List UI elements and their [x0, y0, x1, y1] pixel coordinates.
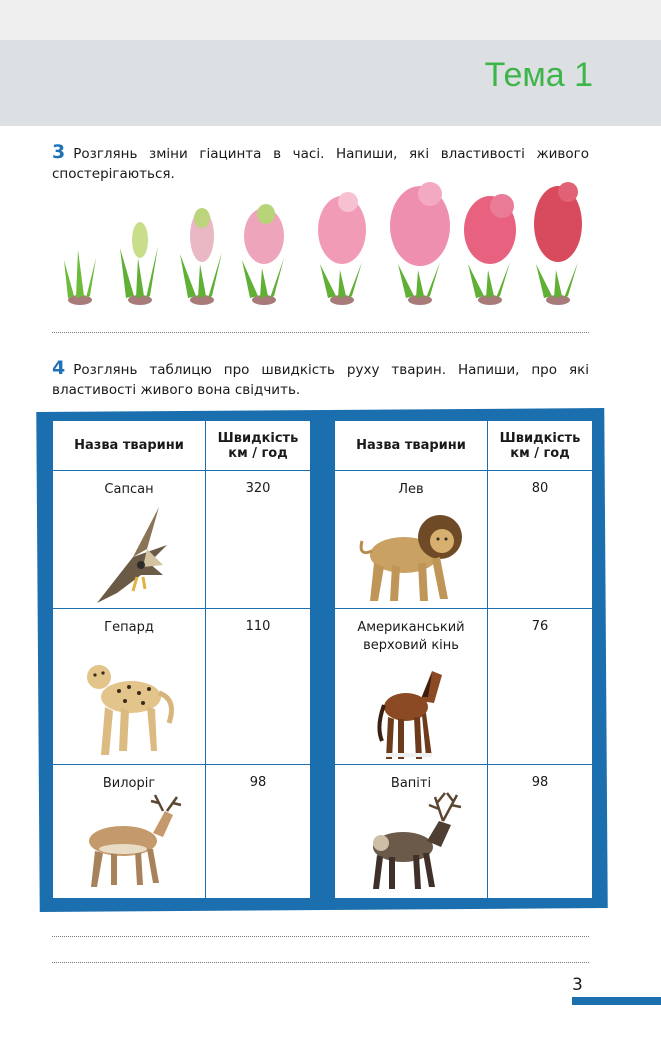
column-header-name: Назва тварини [53, 421, 206, 471]
lion-icon [358, 501, 464, 605]
animal-speed: 76 [531, 619, 549, 634]
animal-speed: 98 [531, 775, 549, 790]
table-row-speed [206, 471, 311, 609]
table-row-name [335, 765, 488, 899]
pronghorn-icon [73, 793, 185, 889]
table-row-name [53, 609, 206, 765]
animal-speed: 80 [531, 481, 549, 496]
animal-speed: 320 [245, 481, 271, 496]
elk-icon [359, 791, 463, 891]
table-row-name [53, 471, 206, 609]
table-row-speed [206, 609, 311, 765]
task-4 [52, 358, 589, 400]
table-row-speed [488, 471, 593, 609]
animal-name: Лев [398, 482, 424, 497]
animal-name: Гепард [104, 620, 154, 635]
hyacinth-stage-1 [64, 250, 96, 305]
page-number: 3 [572, 975, 583, 995]
cheetah-icon [79, 651, 179, 761]
hyacinth-stage-6 [390, 182, 450, 305]
animal-name: Вапіті [390, 776, 432, 791]
animal-speed: 110 [245, 619, 271, 634]
animal-name: Сапсан [104, 482, 154, 497]
hyacinth-stage-4 [242, 204, 284, 305]
animal-speed: 98 [249, 775, 267, 790]
hyacinth-stage-2 [120, 222, 158, 305]
speed-table-right [334, 420, 593, 899]
table-row-speed [488, 609, 593, 765]
task-number: 4 [52, 357, 66, 379]
hyacinth-stage-8 [534, 182, 582, 305]
hyacinth-stage-3 [180, 208, 222, 305]
table-row-speed [206, 765, 311, 899]
table-row-name [335, 609, 488, 765]
task-text: Розглянь таблицю про швидкість руху тварин. Напиши, про які властивості живого вона свідчить. [52, 362, 589, 398]
table-row-name [53, 765, 206, 899]
answer-line [52, 332, 589, 333]
falcon-icon [87, 505, 171, 605]
task-text: Розглянь зміни гіацинта в часі. Напиши, які властивості живого спостерігаються. [52, 146, 589, 182]
speed-table-left [52, 420, 311, 899]
task-number: 3 [52, 141, 66, 163]
hyacinth-growth-sequence [52, 178, 589, 308]
answer-line [52, 936, 589, 937]
page-title: Тема 1 [484, 56, 593, 94]
column-header-speed: Швидкість км / год [206, 421, 311, 471]
table-row-speed [488, 765, 593, 899]
column-header-name: Назва тварини [335, 421, 488, 471]
horse-icon [376, 667, 446, 763]
animal-name: Американський верховий кінь [357, 620, 465, 653]
table-row-name [335, 471, 488, 609]
animal-name: Вилоріг [102, 776, 156, 791]
top-band [0, 0, 661, 40]
answer-line [52, 962, 589, 963]
column-header-speed: Швидкість км / год [488, 421, 593, 471]
page-number-bar [572, 997, 661, 1005]
hyacinth-stage-5 [318, 192, 366, 305]
hyacinth-stage-7 [464, 194, 516, 305]
